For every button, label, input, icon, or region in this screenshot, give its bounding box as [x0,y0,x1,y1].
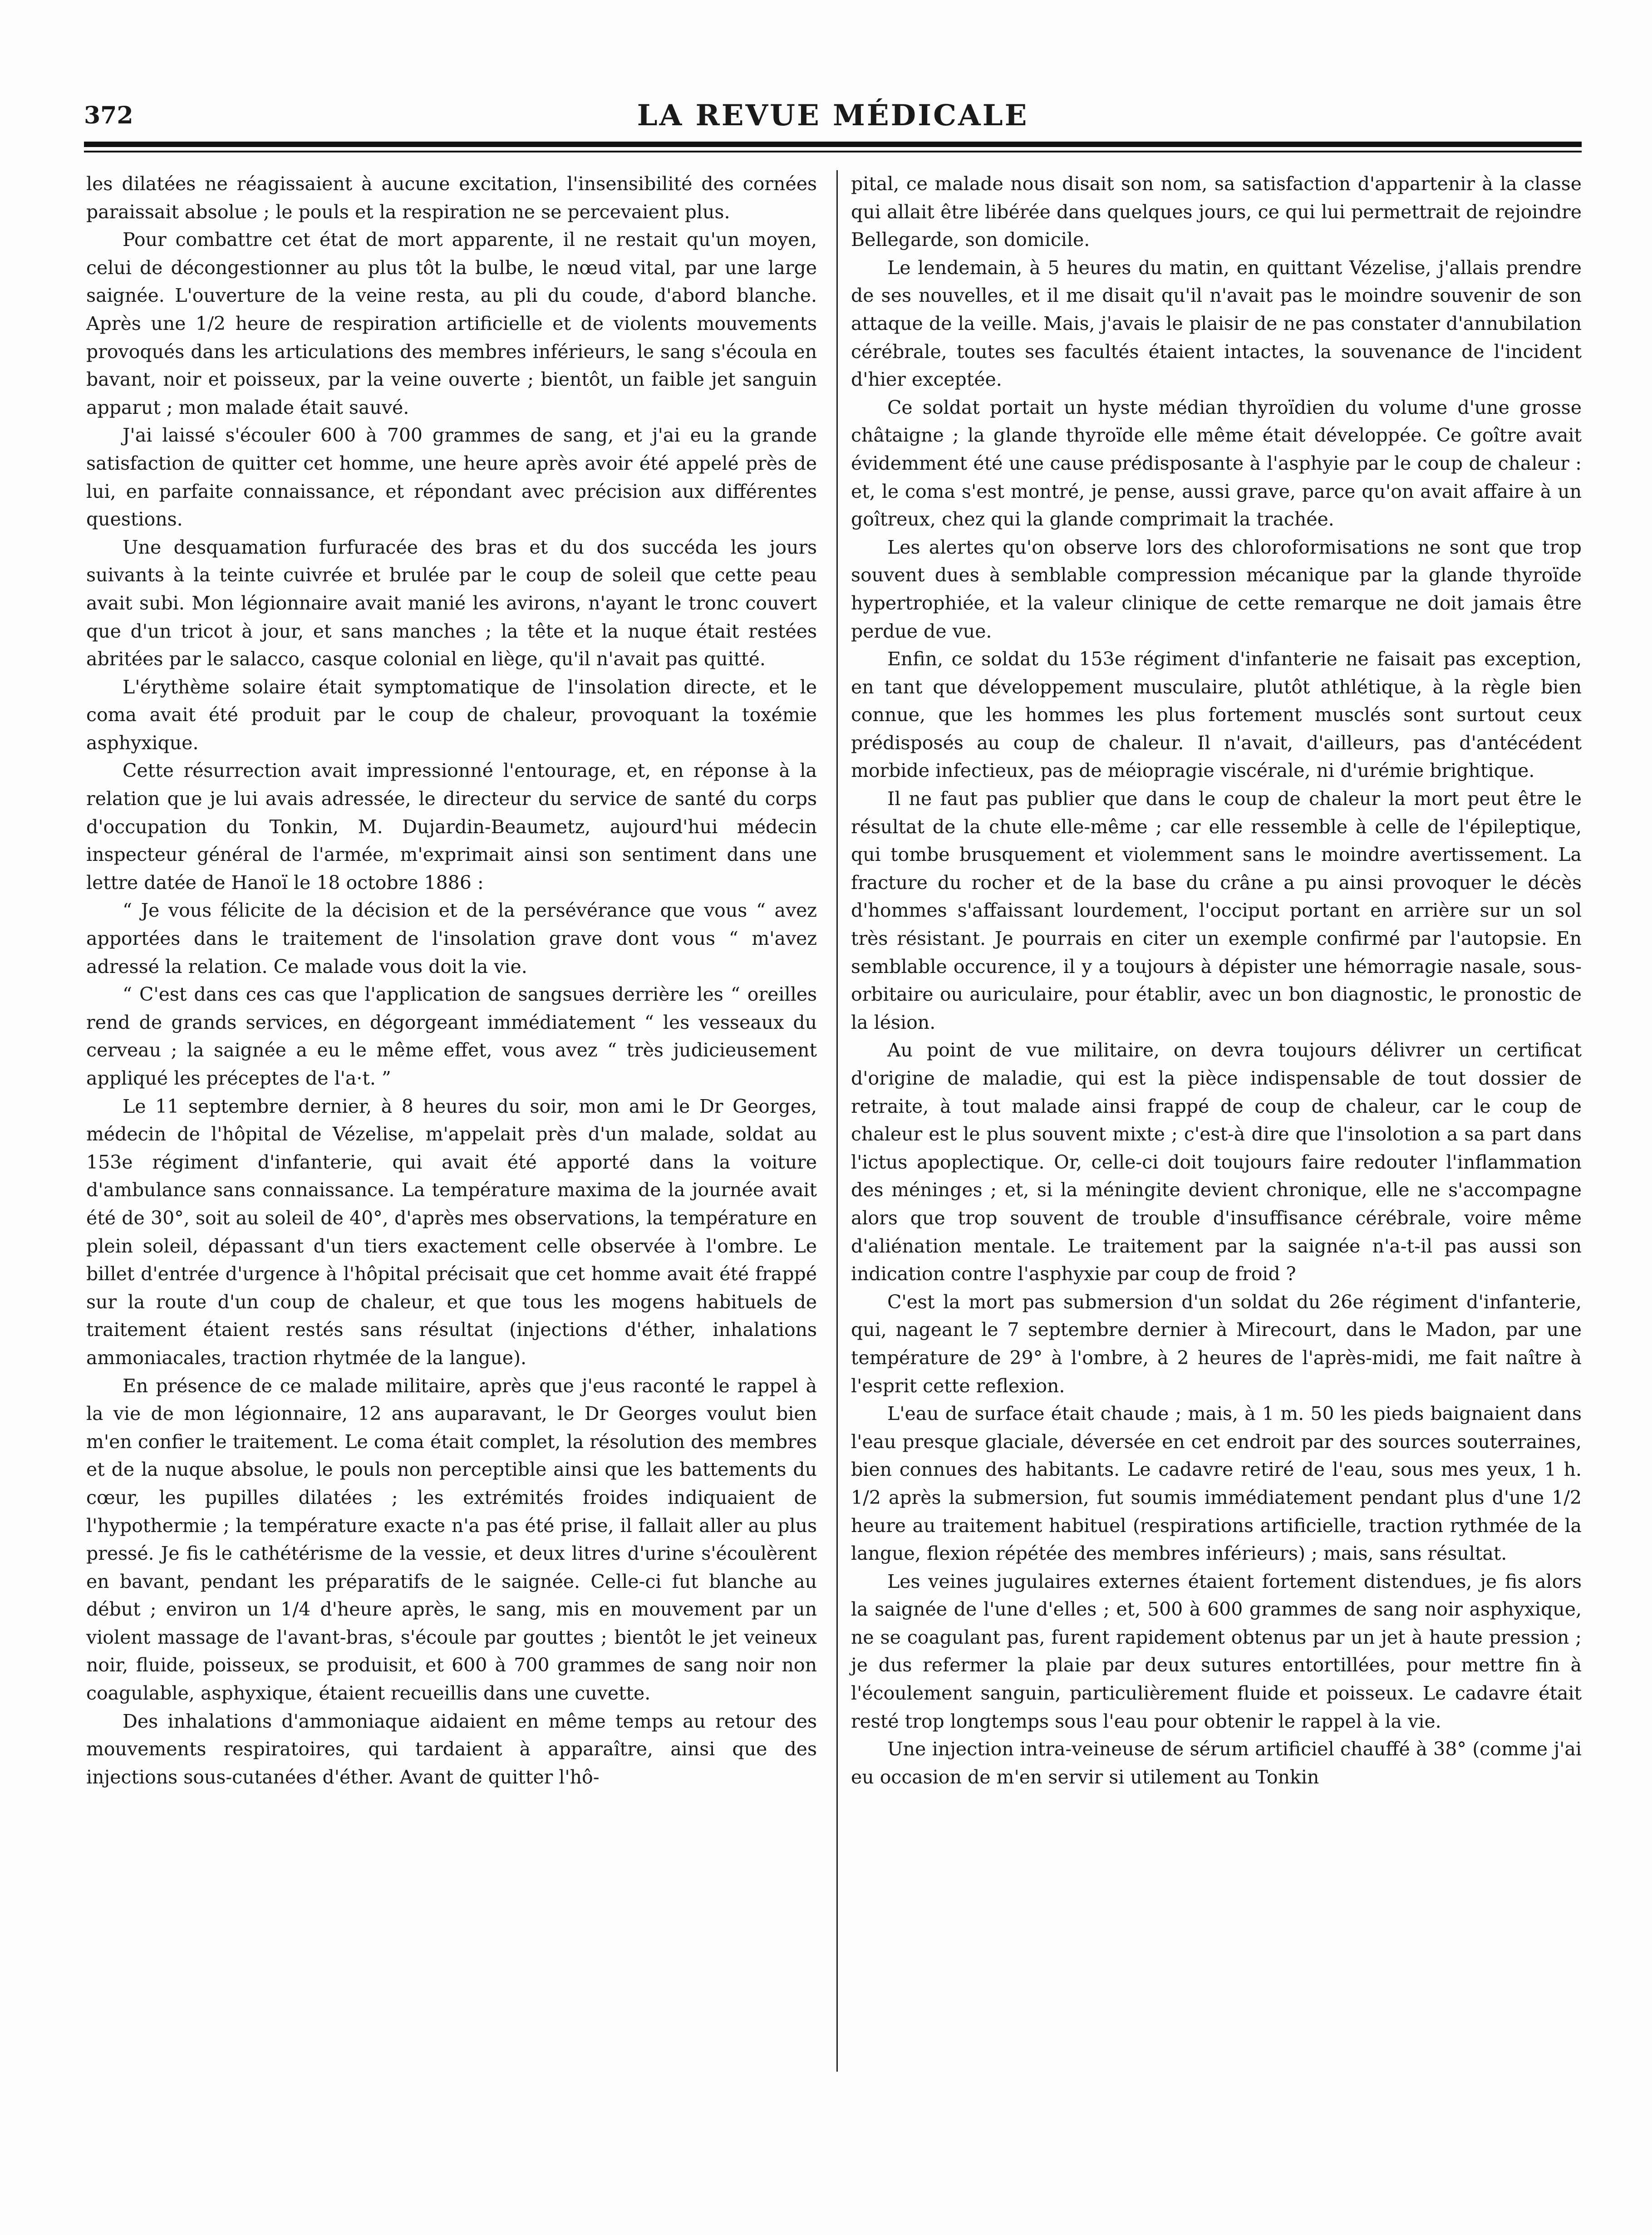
right-column [851,170,1582,1791]
paragraph: En présence de ce malade militaire, après que j'eus raconté le rappel à la vie de mon légionnaire, 12 ans auparavant, le Dr Georges voulut bien m'en confier le traitement. Le coma était complet, la résolution des membres et de la nuque absolue, le pouls non perceptible ainsi que les battements du cœur, les pupilles dilatées ; les extrémités froides indiquaient de l'hypothermie ; la température exacte n'a pas été prise, il fallait aller au plus pressé. Je fis le cathétérisme de la vessie, et deux litres d'urine s'écoulèrent en bavant, pendant les préparatifs de le saignée. Celle-ci fut blanche au début ; environ un 1/4 d'heure après, le sang, mis en mouvement par un violent massage de l'avant-bras, s'écoule par gouttes ; bientôt le jet veineux noir, fluide, poisseux, se produisit, et 600 à 700 grammes de sang noir non coagulable, asphyxique, étaient recueillis dans une cuvette. [86,1375,817,1704]
paragraph: L'érythème solaire était symptomatique de l'insolation directe, et le coma avait été produit par le coup de chaleur, provoquant la toxémie asphyxique. [86,676,817,754]
paragraph: Des inhalations d'ammoniaque aidaient en même temps au retour des mouvements respiratoires, qui tardaient à apparaître, ainsi que des injections sous-cutanées d'éther. Avant de quitter l'hô- [86,1710,817,1788]
quoted-letter-paragraph: “ C'est dans ces cas que l'application de sangsues derrière les “ oreilles rend de grands services, en dégorgeant immédiatement “ les vesseaux du cerveau ; la saignée a eu le même effet, vous avez “ très judicieusement appliqué les préceptes de l'a·t. ” [86,983,817,1089]
paragraph: Les alertes qu'on observe lors des chloroformisations ne sont que trop souvent dues à semblable compression mécanique par la glande thyroïde hypertrophiée, et la valeur clinique de cette remarque ne doit jamais être perdue de vue. [851,536,1582,642]
paragraph: Le 11 septembre dernier, à 8 heures du soir, mon ami le Dr Georges, médecin de l'hôpital de Vézelise, m'appelait près d'un malade, soldat au 153e régiment d'infanterie, qui avait été apporté dans la voiture d'ambulance sans connaissance. La température maxima de la journée avait été de 30°, soit au soleil de 40°, d'après mes observations, la température en plein soleil, dépassant d'un tiers exactement celle observée à l'ombre. Le billet d'entrée d'urgence à l'hôpital précisait que cet homme avait été frappé sur la route d'un coup de chaleur, et que tous les mogens habituels de traitement étaient restés sans résultat (injections d'éther, inhalations ammoniacales, traction rhytmée de la langue). [86,1095,817,1369]
paragraph: les dilatées ne réagissaient à aucune excitation, l'insensibilité des cornées paraissait absolue ; le pouls et la respiration ne se percevaient plus. [86,173,817,223]
paragraph: pital, ce malade nous disait son nom, sa satisfaction d'appartenir à la classe qui allait être libérée dans quelques jours, ce qui lui permettrait de rejoindre Bellegarde, son domicile. [851,173,1582,251]
header-rule-thin [84,151,1582,152]
paragraph: J'ai laissé s'écouler 600 à 700 grammes de sang, et j'ai eu la grande satisfaction de quitter cet homme, une heure après avoir été appelé près de lui, en parfaite connaissance, et répondant avec précision aux différentes questions. [86,424,817,531]
paragraph: Cette résurrection avait impressionné l'entourage, et, en réponse à la relation que je lui avais adressée, le directeur du service de santé du corps d'occupation du Tonkin, M. Dujardin-Beaumetz, aujourd'hui médecin inspecteur général de l'armée, m'exprimait ainsi son sentiment dans une lettre datée de Hanoï le 18 octobre 1886 : [86,760,817,894]
page-number: 372 [84,102,133,129]
journal-title: LA REVUE MÉDICALE [637,98,1029,133]
paragraph: Le lendemain, à 5 heures du matin, en quittant Vézelise, j'allais prendre de ses nouvelles, et il me disait qu'il n'avait pas le moindre souvenir de son attaque de la veille. Mais, j'avais le plaisir de ne pas constater d'annubilation cérébrale, toutes ses facultés étaient intactes, la souvenance de l'incident d'hier exceptée. [851,256,1582,391]
column-divider [836,170,838,2072]
paragraph: Une desquamation furfuracée des bras et du dos succéda les jours suivants à la teinte cuivrée et brulée par le coup de soleil que cette peau avait subi. Mon légionnaire avait manié les avirons, n'ayant le tronc couvert que d'un tricot à jour, et sans manches ; la tête et la nuque était restées abritées par le salacco, casque colonial en liège, qu'il n'avait pas quitté. [86,536,817,670]
paragraph: Au point de vue militaire, on devra toujours délivrer un certificat d'origine de maladie, qui est la pièce indispensable de tout dossier de retraite, à tout malade ainsi frappé de coup de chaleur, car le coup de chaleur est le plus souvent mixte ; c'est-à dire que l'insolotion a sa part dans l'ictus apoplectique. Or, celle-ci doit toujours faire redouter l'inflammation des méninges ; et, si la méningite devient chronique, elle ne s'accompagne alors que trop souvent de trouble d'insuffisance cérébrale, voire même d'aliénation mentale. Le traitement par la saignée n'a-t-il pas aussi son indication contre l'asphyxie par coup de froid ? [851,1039,1582,1285]
paragraph: C'est la mort pas submersion d'un soldat du 26e régiment d'infanterie, qui, nageant le 7 septembre dernier à Mirecourt, dans le Madon, par une température de 29° à l'ombre, à 2 heures de l'après-midi, me fait naître à l'esprit cette reflexion. [851,1291,1582,1397]
quoted-letter-paragraph: “ Je vous félicite de la décision et de la persévérance que vous “ avez apportées dans le traitement de l'insolation grave dont vous “ m'avez adressé la relation. Ce malade vous doit la vie. [86,899,817,978]
paragraph: Il ne faut pas publier que dans le coup de chaleur la mort peut être le résultat de la chute elle-même ; car elle ressemble à celle de l'épileptique, qui tombe brusquement et violemment sans le moindre avertissement. La fracture du rocher et de la base du crâne a pu ainsi provoquer le décès d'hommes s'affaissant lourdement, l'occiput portant en arrière sur un sol très résistant. Je pourrais en citer un exemple confirmé par l'autopsie. En semblable occurence, il y a toujours à dépister une hémorragie nasale, sous-orbitaire ou auriculaire, pour établir, avec un bon diagnostic, le pronostic de la lésion. [851,788,1582,1033]
paragraph: Ce soldat portait un hyste médian thyroïdien du volume d'une grosse châtaigne ; la glande thyroïde elle même était développée. Ce goître avait évidemment été une cause prédisposante à l'asphyie par le coup de chaleur : et, le coma s'est montré, je pense, aussi grave, parce qu'on avait affaire à un goîtreux, chez qui la glande comprimait la trachée. [851,396,1582,531]
paragraph: L'eau de surface était chaude ; mais, à 1 m. 50 les pieds baignaient dans l'eau presque glaciale, déversée en cet endroit par des sources souterraines, bien connues des habitants. Le cadavre retiré de l'eau, sous mes yeux, 1 h. 1/2 après la submersion, fut soumis immédiatement pendant plus d'une 1/2 heure au traitement habituel (respirations artificielle, traction rythmée de la langue, flexion répétée des membres inférieurs) ; mais, sans résultat. [851,1403,1582,1565]
paragraph: Une injection intra-veineuse de sérum artificiel chauffé à 38° (comme j'ai eu occasion de m'en servir si utilement au Tonkin [851,1738,1582,1788]
paragraph: Les veines jugulaires externes étaient fortement distendues, je fis alors la saignée de l'une d'elles ; et, 500 à 600 grammes de sang noir asphyxique, ne se coagulant pas, furent rapidement obtenus par un jet à haute pression ; je dus refermer la plaie par deux sutures entortillées, pour mettre fin à l'écoulement sanguin, particulièrement fluide et poisseux. Le cadavre était resté trop longtemps sous l'eau pour obtenir le rappel à la vie. [851,1570,1582,1732]
page-header [84,98,1582,134]
paragraph: Pour combattre cet état de mort apparente, il ne restait qu'un moyen, celui de décongestionner au plus tôt la bulbe, le nœud vital, par une large saignée. L'ouverture de la veine resta, au pli du coude, d'abord blanche. Après une 1/2 heure de respiration artificielle et de violents mouvements provoqués dans les articulations des membres inférieurs, le sang s'écoula en bavant, noir et poisseux, par la veine ouverte ; bientôt, un faible jet sanguin apparut ; mon malade était sauvé. [86,229,817,418]
header-rule-thick [84,142,1582,147]
left-column [86,170,817,1791]
paragraph: Enfin, ce soldat du 153e régiment d'infanterie ne faisait pas exception, en tant que développement musculaire, plutôt athlétique, à la règle bien connue, que les hommes les plus fortement musclés sont surtout ceux prédisposés au coup de chaleur. Il n'avait, d'ailleurs, pas d'antécédent morbide infectieux, pas de méiopragie viscérale, ni d'urémie brightique. [851,648,1582,782]
